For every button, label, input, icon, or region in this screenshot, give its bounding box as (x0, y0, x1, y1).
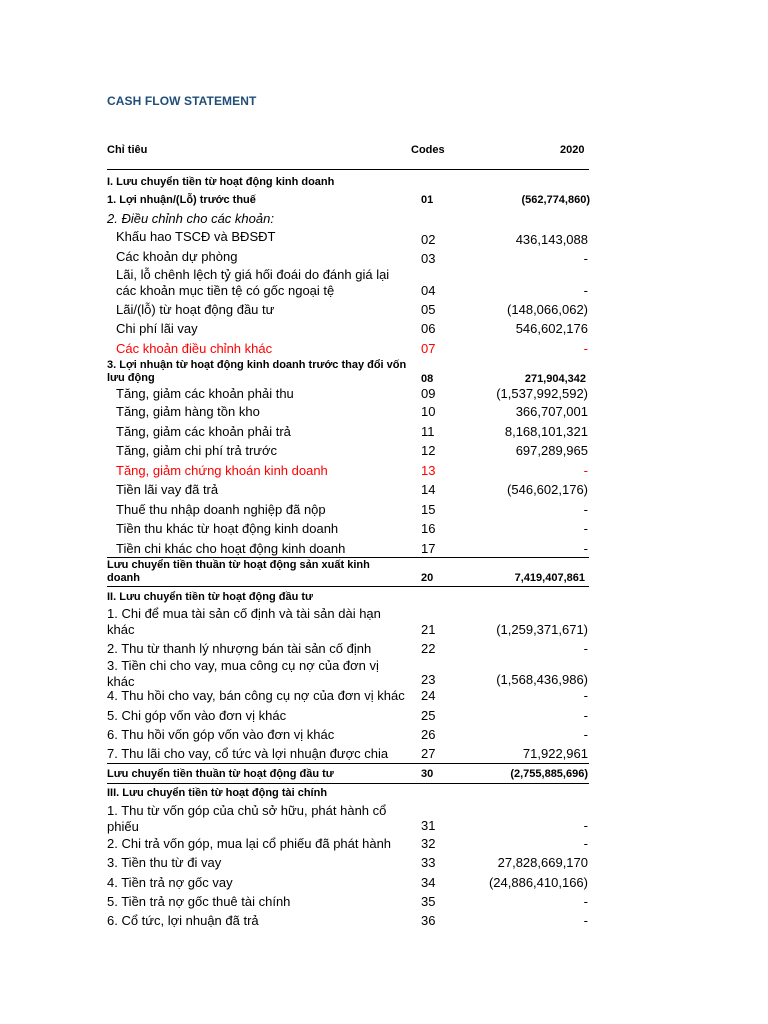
row-label: Tăng, giảm các khoản phải thu (116, 386, 294, 401)
row-value: (2,755,885,696) (510, 768, 588, 780)
row-value: 546,602,176 (515, 321, 588, 336)
row-label: 1. Lợi nhuận/(Lỗ) trước thuế (107, 194, 256, 206)
row-value: - (583, 818, 588, 833)
row-code: 16 (421, 521, 436, 536)
row-value: (1,568,436,986) (496, 672, 588, 687)
row-value: (562,774,860) (521, 194, 590, 206)
subtotal-divider (107, 763, 589, 764)
row-label: Các khoản điều chỉnh khác (116, 341, 273, 356)
row-label: 6. Thu hồi vốn góp vốn vào đơn vị khác (107, 727, 335, 742)
row-code: 36 (421, 913, 436, 928)
row-label: Tiền lãi vay đã trả (116, 482, 219, 497)
row-label: Chi phí lãi vay (116, 321, 198, 336)
row-code: 23 (421, 672, 436, 687)
row-code: 09 (421, 386, 436, 401)
row-label: Tăng, giảm chi phí trả trước (116, 443, 278, 458)
row-label: 3. Tiền chi cho vay, mua công cụ nợ của đơn vị khác (107, 658, 379, 689)
row-code: 10 (421, 404, 436, 419)
row-label: Thuế thu nhập doanh nghiệp đã nộp (116, 502, 326, 517)
row-label: Tiền chi khác cho hoạt động kinh doanh (116, 541, 346, 556)
row-label: Tăng, giảm các khoản phải trả (116, 424, 291, 439)
row-value: (148,066,062) (507, 302, 588, 317)
row-code: 08 (421, 373, 434, 385)
row-code: 26 (421, 727, 436, 742)
row-value: - (583, 913, 588, 928)
row-code: 04 (421, 283, 436, 298)
row-code: 07 (421, 341, 436, 356)
row-code: 14 (421, 482, 436, 497)
row-label: Lưu chuyển tiền thuần từ hoạt động sản xuất kinh doanh (107, 559, 370, 584)
row-code: 17 (421, 541, 436, 556)
row-code: 32 (421, 836, 436, 851)
column-header-label: Chỉ tiêu (107, 144, 148, 156)
row-code: 13 (421, 463, 436, 478)
row-label: 6. Cổ tức, lợi nhuận đã trả (107, 913, 259, 928)
row-value: - (583, 688, 588, 703)
row-value: - (583, 836, 588, 851)
row-label: 2. Thu từ thanh lý nhượng bán tài sản cố định (107, 641, 372, 656)
row-value: 8,168,101,321 (504, 424, 588, 439)
column-header-year: 2020 (560, 144, 585, 156)
subtotal-divider (107, 783, 589, 784)
row-code: 34 (421, 875, 436, 890)
row-code: 21 (421, 622, 436, 637)
row-value: 366,707,001 (515, 404, 588, 419)
row-value: - (583, 283, 588, 298)
row-value: 27,828,669,170 (497, 855, 588, 870)
row-label: 2. Điều chỉnh cho các khoản: (107, 211, 274, 226)
row-label: Lãi, lỗ chênh lệch tỷ giá hối đoái do đánh giá lại các khoản mục tiền tệ có gốc ngoại tệ (116, 267, 390, 298)
row-label: 1. Thu từ vốn góp của chủ sở hữu, phát hành cổ phiếu (107, 803, 387, 834)
row-code: 01 (421, 194, 434, 206)
row-code: 03 (421, 251, 436, 266)
row-code: 33 (421, 855, 436, 870)
row-label: 4. Thu hồi cho vay, bán công cụ nợ của đơn vị khác (107, 688, 405, 703)
subtotal-divider (107, 586, 589, 587)
row-code: 35 (421, 894, 436, 909)
row-label: 1. Chi để mua tài sản cố định và tài sản dài hạn khác (107, 606, 381, 637)
row-code: 15 (421, 502, 436, 517)
row-label: Tăng, giảm chứng khoán kinh doanh (116, 463, 328, 478)
row-label: 7. Thu lãi cho vay, cổ tức và lợi nhuận được chia (107, 746, 389, 761)
page-title: CASH FLOW STATEMENT (107, 94, 257, 108)
row-value: - (583, 502, 588, 517)
row-label: Các khoản dự phòng (116, 249, 238, 264)
row-value: - (583, 708, 588, 723)
row-code: 05 (421, 302, 436, 317)
row-value: 271,904,342 (524, 373, 586, 385)
row-code: 06 (421, 321, 436, 336)
row-value: - (583, 727, 588, 742)
row-value: - (583, 641, 588, 656)
row-label: 2. Chi trả vốn góp, mua lại cổ phiếu đã phát hành (107, 836, 392, 851)
row-code: 31 (421, 818, 436, 833)
row-value: - (583, 251, 588, 266)
row-label: 5. Tiền trả nợ gốc thuê tài chính (107, 894, 291, 909)
row-code: 24 (421, 688, 436, 703)
row-code: 12 (421, 443, 436, 458)
section-label: III. Lưu chuyển tiền từ hoạt động tài chính (107, 787, 328, 799)
row-code: 11 (421, 424, 435, 439)
row-value: - (583, 894, 588, 909)
row-value: - (583, 521, 588, 536)
header-divider (107, 169, 589, 170)
row-code: 02 (421, 232, 436, 247)
row-code: 20 (421, 572, 434, 584)
row-code: 30 (421, 768, 434, 780)
row-code: 22 (421, 641, 436, 656)
row-code: 25 (421, 708, 436, 723)
row-label: Tiền thu khác từ hoạt động kinh doanh (116, 521, 339, 536)
row-value: (1,537,992,592) (496, 386, 588, 401)
row-value: (24,886,410,166) (488, 875, 588, 890)
row-label: Lãi/(lỗ) từ hoạt động đầu tư (116, 302, 275, 317)
row-value: 7,419,407,861 (514, 572, 585, 584)
row-label: Khấu hao TSCĐ và BĐSĐT (116, 229, 276, 244)
row-value: - (583, 541, 588, 556)
row-label: Tăng, giảm hàng tồn kho (116, 404, 260, 419)
row-value: (1,259,371,671) (496, 622, 588, 637)
row-value: (546,602,176) (507, 482, 588, 497)
row-value: - (583, 463, 588, 478)
row-label: 5. Chi góp vốn vào đơn vị khác (107, 708, 287, 723)
column-header-codes: Codes (411, 144, 445, 156)
row-label: 4. Tiền trả nợ gốc vay (107, 875, 233, 890)
subtotal-divider (107, 557, 589, 558)
section-label: II. Lưu chuyển tiền từ hoạt động đầu tư (107, 591, 313, 603)
row-value: 71,922,961 (522, 746, 588, 761)
row-label: Lưu chuyển tiền thuần từ hoạt động đầu tư (107, 768, 334, 780)
row-label: 3. Tiền thu từ đi vay (107, 855, 222, 870)
section-label: I. Lưu chuyển tiền từ hoạt động kinh doanh (107, 176, 335, 188)
row-code: 27 (421, 746, 436, 761)
row-value: - (583, 341, 588, 356)
row-value: 697,289,965 (515, 443, 588, 458)
row-label: 3. Lợi nhuận từ hoạt động kinh doanh trước thay đổi vốn lưu động (107, 359, 407, 384)
row-value: 436,143,088 (515, 232, 588, 247)
